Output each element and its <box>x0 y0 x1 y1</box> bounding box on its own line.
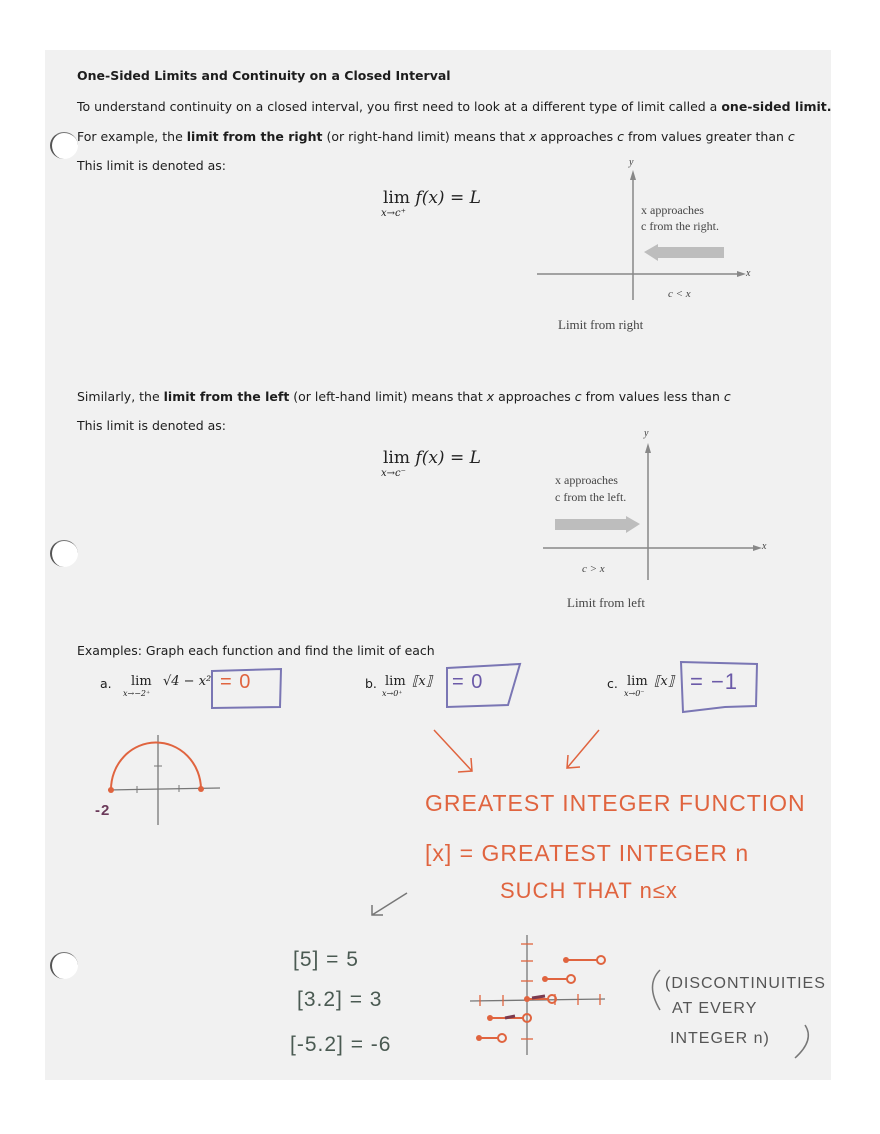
fig2-y-label: y <box>644 428 649 439</box>
example-b-letter: b. <box>365 676 377 691</box>
example-floor-3-2: [3.2] = 3 <box>297 988 383 1011</box>
left-limit-formula: lim f(x) = L <box>383 448 481 468</box>
example-c-sub: x→0⁻ <box>624 689 645 698</box>
arrow-icon <box>567 730 599 768</box>
example-a-sub: x→−2⁺ <box>123 689 151 698</box>
example-b-answer: = 0 <box>452 671 484 693</box>
example-c-lim: lim <box>627 674 648 689</box>
fig2-caption: Limit from left <box>567 595 645 610</box>
examples-prompt: Examples: Graph each function and find the limit of each <box>77 643 435 658</box>
example-a-answer: = 0 <box>220 671 252 693</box>
fig2-text2: c from the left. <box>555 490 627 504</box>
example-b-lim: lim <box>385 674 406 689</box>
right-limit-formula: lim f(x) = L <box>383 188 481 208</box>
fig1-text2: c from the right. <box>641 219 719 233</box>
denoted-text: This limit is denoted as: <box>77 418 227 433</box>
heading: One-Sided Limits and Continuity on a Closed Interval <box>77 68 451 83</box>
answer-box-a <box>212 669 281 708</box>
example-b-sub: x→0⁺ <box>382 689 403 698</box>
greatest-integer-condition: SUCH THAT n≤x <box>500 878 678 903</box>
right-limit-subscript: x→c⁺ <box>381 208 406 219</box>
note-line-1: (DISCONTINUITIES <box>665 975 826 992</box>
graph-label: -2 <box>95 802 111 819</box>
example-a-lim: lim <box>131 674 152 689</box>
example-a-letter: a. <box>100 676 112 691</box>
answer-box-c <box>681 662 757 712</box>
fig1-relation: c < x <box>668 288 691 300</box>
step-function-graph <box>470 935 605 1055</box>
fig2-x-label: x <box>762 541 767 552</box>
greatest-integer-title: GREATEST INTEGER FUNCTION <box>425 790 806 816</box>
fig2-text1: x approaches <box>555 473 618 487</box>
example-c-expr: ⟦x⟧ <box>654 674 675 689</box>
fig1-text1: x approaches <box>641 203 704 217</box>
fig1-x-label: x <box>746 268 751 279</box>
example-b-expr: ⟦x⟧ <box>412 674 433 689</box>
answer-box-b <box>447 664 520 707</box>
note-line-3: INTEGER n) <box>670 1030 770 1047</box>
intro-text: To understand continuity on a closed interval, you first need to look at a different type of limit called a one-sided limit. <box>77 99 832 114</box>
note-line-2: AT EVERY <box>672 1000 758 1017</box>
denoted-text: This limit is denoted as: <box>77 158 227 173</box>
fig1-y-label: y <box>629 157 634 168</box>
example-a-expr: √4 − x² <box>163 674 212 689</box>
fig1-caption: Limit from right <box>558 317 644 332</box>
greatest-integer-definition: [x] = GREATEST INTEGER n <box>425 840 750 866</box>
semicircle-graph <box>108 735 220 825</box>
example-floor-neg-5-2: [-5.2] = -6 <box>290 1033 392 1056</box>
arrow-icon <box>434 730 472 772</box>
fig2-relation: c > x <box>582 563 605 575</box>
example-floor-5: [5] = 5 <box>293 948 359 971</box>
arrow-icon <box>372 893 407 915</box>
left-limit-text: Similarly, the limit from the left (or left-hand limit) means that x approaches c from values less than c <box>77 389 731 404</box>
example-c-answer: = −1 <box>690 669 739 694</box>
example-c-letter: c. <box>607 676 618 691</box>
left-limit-subscript: x→c⁻ <box>381 468 406 479</box>
right-limit-text: For example, the limit from the right (or right-hand limit) means that x approaches c from values greater than c <box>77 129 795 144</box>
